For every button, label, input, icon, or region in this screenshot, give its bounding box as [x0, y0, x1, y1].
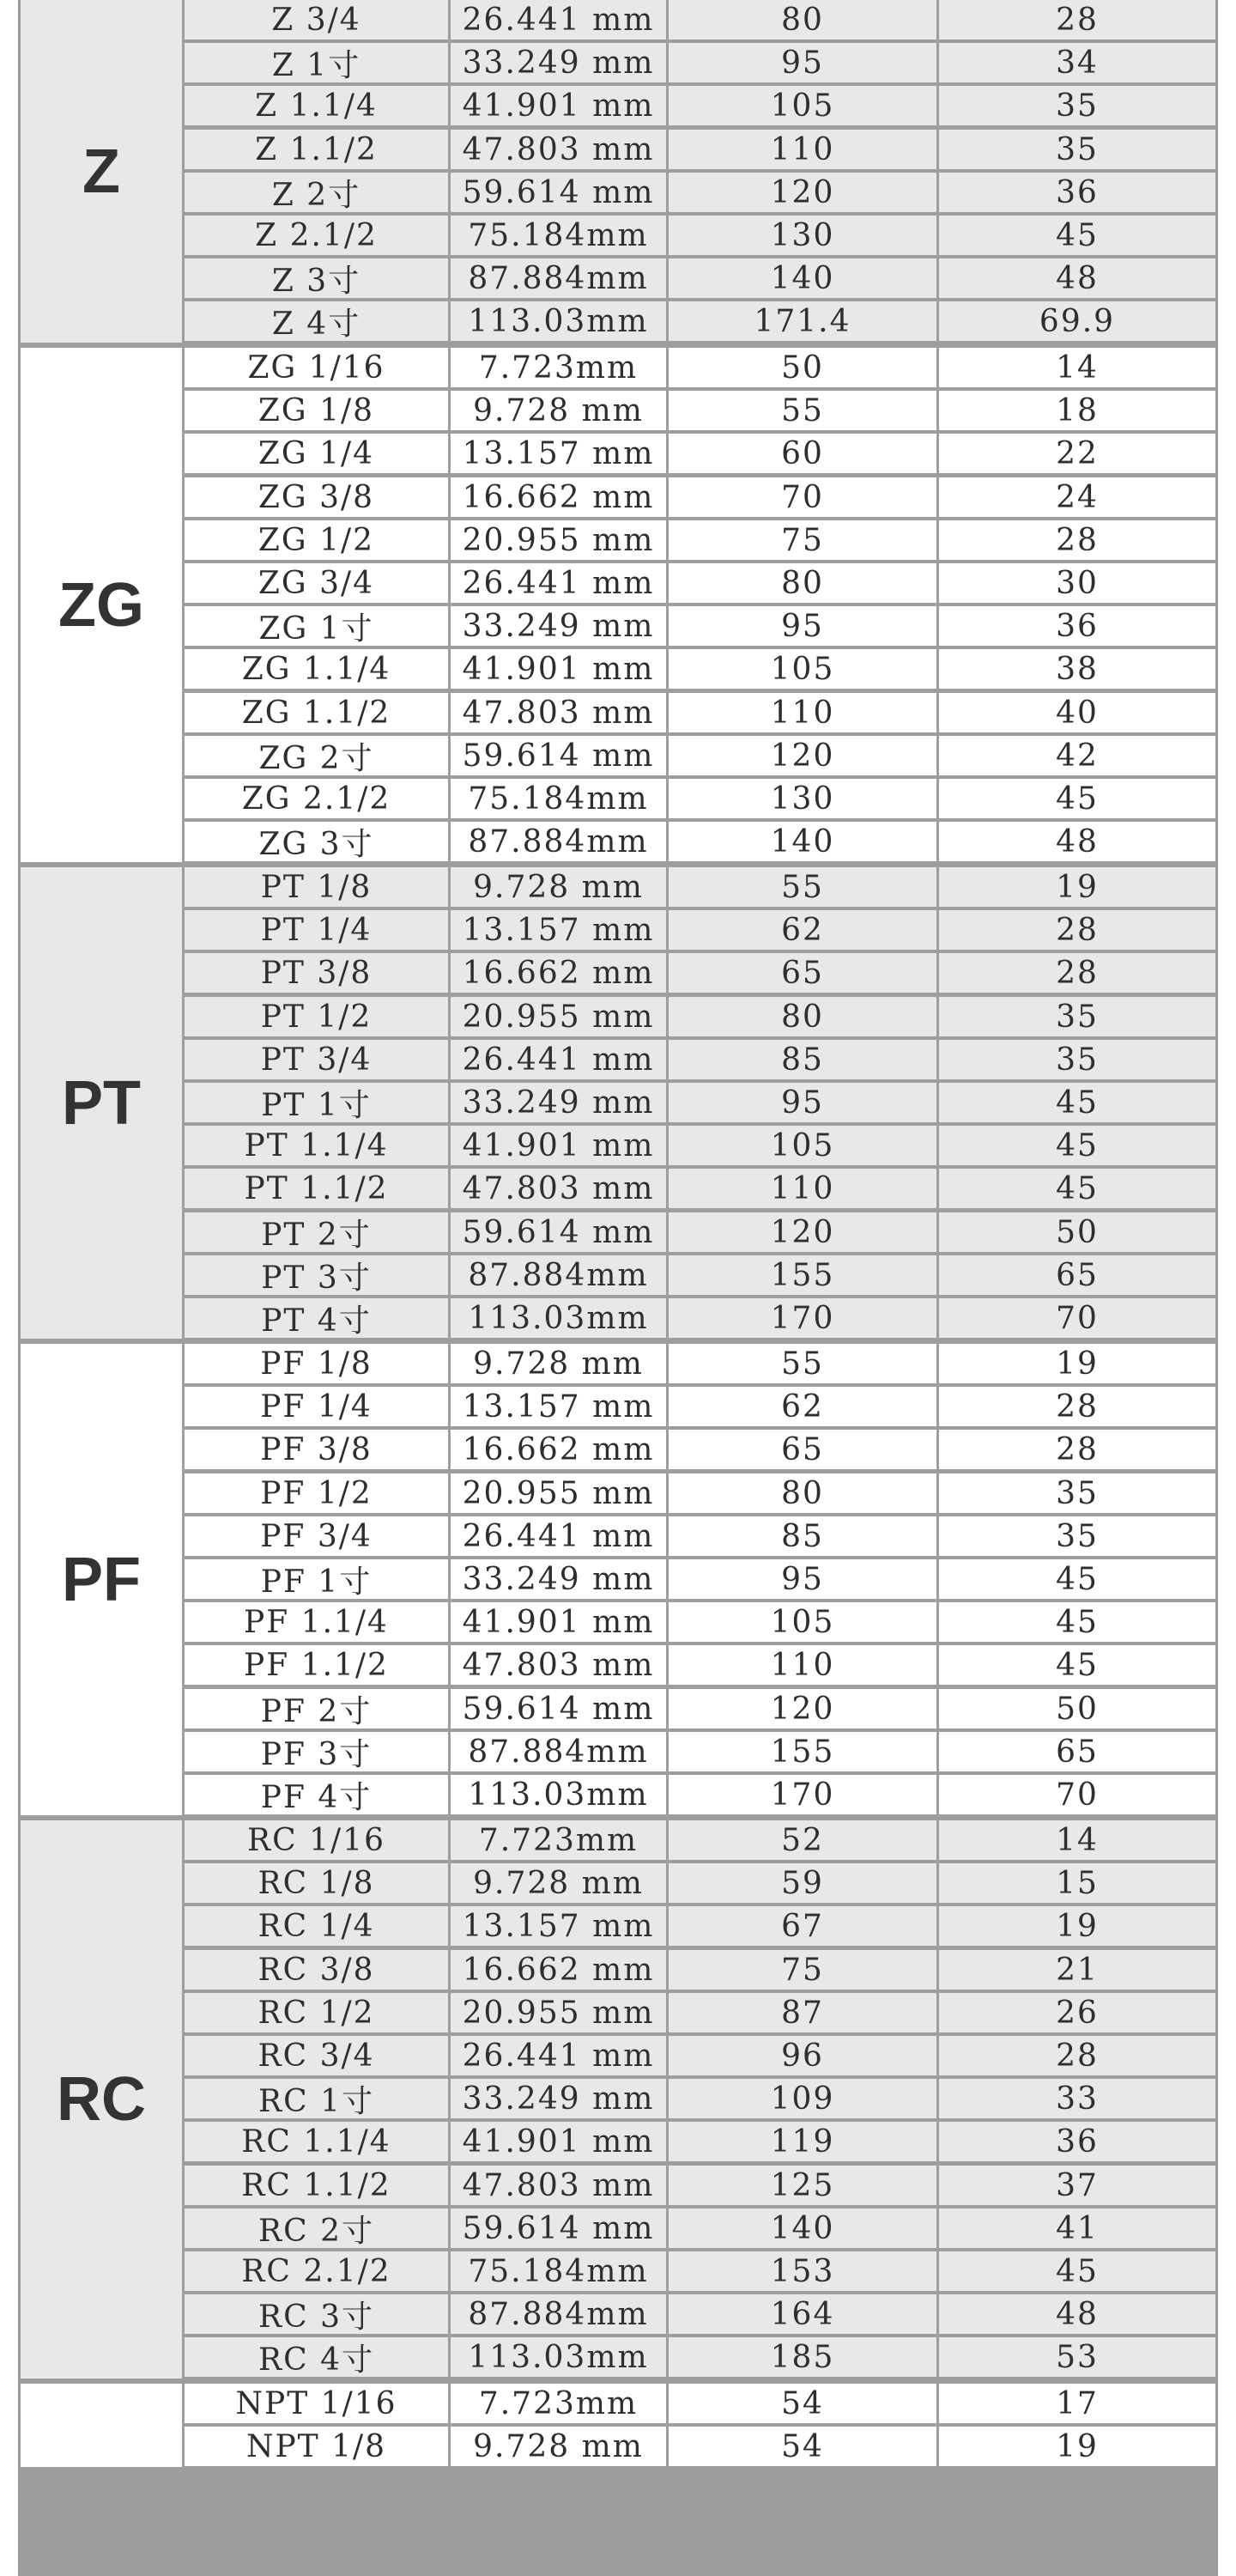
thread-length-cell: 14 — [939, 1820, 1215, 1860]
diameter-cell: 16.662 mm — [451, 1430, 666, 1469]
size-code-cell: RC 2寸 — [185, 2208, 448, 2248]
size-code-cell: PF 1.1/4 — [185, 1602, 448, 1642]
thread-length-cell: 22 — [939, 434, 1215, 473]
diameter-cell: 26.441 mm — [451, 1516, 666, 1556]
size-code-cell: ZG 1/2 — [185, 520, 448, 560]
diameter-cell: 26.441 mm — [451, 563, 666, 603]
diameter-cell: 113.03mm — [451, 1775, 666, 1814]
length-cell: 75 — [669, 1950, 936, 1990]
diameter-cell: 87.884mm — [451, 2294, 666, 2334]
thread-length-cell: 35 — [939, 130, 1215, 169]
size-code-cell: ZG 1/8 — [185, 391, 448, 430]
length-cell: 65 — [669, 953, 936, 993]
size-code-cell: Z 1.1/4 — [185, 86, 448, 125]
length-cell: 96 — [669, 2036, 936, 2075]
thread-length-cell: 15 — [939, 1863, 1215, 1903]
thread-length-cell: 45 — [939, 1559, 1215, 1599]
diameter-cell: 16.662 mm — [451, 477, 666, 517]
size-code-cell: RC 1/4 — [185, 1906, 448, 1946]
length-cell: 85 — [669, 1040, 936, 1079]
diameter-cell: 113.03mm — [451, 2337, 666, 2377]
size-code-cell: RC 2.1/2 — [185, 2251, 448, 2291]
length-cell: 55 — [669, 391, 936, 430]
size-code-cell: Z 2.1/2 — [185, 216, 448, 255]
length-cell: 80 — [669, 563, 936, 603]
diameter-cell: 113.03mm — [451, 1298, 666, 1338]
length-cell: 75 — [669, 520, 936, 560]
length-cell: 55 — [669, 1344, 936, 1383]
size-code-cell: RC 1/8 — [185, 1863, 448, 1903]
thread-length-cell: 19 — [939, 1344, 1215, 1383]
size-code-cell: RC 1寸 — [185, 2079, 448, 2118]
size-code-cell: RC 3/8 — [185, 1950, 448, 1990]
thread-length-cell: 37 — [939, 2166, 1215, 2205]
size-code-cell: NPT 1/8 — [185, 2427, 448, 2466]
diameter-cell: 7.723mm — [451, 348, 666, 387]
thread-length-cell: 41 — [939, 2208, 1215, 2248]
diameter-cell: 41.901 mm — [451, 86, 666, 125]
thread-length-cell: 45 — [939, 2251, 1215, 2291]
size-code-cell: ZG 3寸 — [185, 822, 448, 861]
diameter-cell: 13.157 mm — [451, 434, 666, 473]
size-code-cell: Z 1.1/2 — [185, 130, 448, 169]
length-cell: 80 — [669, 1473, 936, 1513]
thread-length-cell: 28 — [939, 1430, 1215, 1469]
diameter-cell: 26.441 mm — [451, 0, 666, 39]
length-cell: 55 — [669, 867, 936, 907]
thread-length-cell: 69.9 — [939, 301, 1215, 341]
size-code-cell: PT 4寸 — [185, 1298, 448, 1338]
size-code-cell: PT 1.1/2 — [185, 1169, 448, 1208]
length-cell: 62 — [669, 910, 936, 950]
thread-group — [18, 348, 1218, 865]
size-code-cell: PF 4寸 — [185, 1775, 448, 1814]
length-cell: 140 — [669, 822, 936, 861]
diameter-cell: 41.901 mm — [451, 649, 666, 689]
thread-length-cell: 28 — [939, 520, 1215, 560]
thread-length-cell: 26 — [939, 1993, 1215, 2032]
thread-length-cell: 65 — [939, 1732, 1215, 1771]
thread-length-cell: 28 — [939, 1387, 1215, 1426]
diameter-cell: 47.803 mm — [451, 1169, 666, 1208]
thread-group-label: Z — [21, 0, 182, 343]
length-cell: 95 — [669, 43, 936, 82]
length-cell: 80 — [669, 997, 936, 1036]
diameter-cell: 13.157 mm — [451, 1387, 666, 1426]
diameter-cell: 20.955 mm — [451, 997, 666, 1036]
thread-length-cell: 34 — [939, 43, 1215, 82]
diameter-cell: 87.884mm — [451, 1255, 666, 1295]
thread-length-cell: 21 — [939, 1950, 1215, 1990]
length-cell: 170 — [669, 1775, 936, 1814]
size-code-cell: PT 1/2 — [185, 997, 448, 1036]
size-code-cell: ZG 3/8 — [185, 477, 448, 517]
length-cell: 185 — [669, 2337, 936, 2377]
diameter-cell: 33.249 mm — [451, 1559, 666, 1599]
size-code-cell: PF 2寸 — [185, 1689, 448, 1728]
thread-length-cell: 40 — [939, 693, 1215, 732]
length-cell: 130 — [669, 216, 936, 255]
diameter-cell: 9.728 mm — [451, 2427, 666, 2466]
length-cell: 110 — [669, 1169, 936, 1208]
diameter-cell: 20.955 mm — [451, 1993, 666, 2032]
thread-length-cell: 45 — [939, 1169, 1215, 1208]
diameter-cell: 9.728 mm — [451, 391, 666, 430]
diameter-cell: 47.803 mm — [451, 1645, 666, 1685]
size-code-cell: PT 1.1/4 — [185, 1126, 448, 1165]
length-cell: 110 — [669, 1645, 936, 1685]
thread-length-cell: 42 — [939, 736, 1215, 775]
size-code-cell: PT 1/4 — [185, 910, 448, 950]
length-cell: 125 — [669, 2166, 936, 2205]
thread-length-cell: 35 — [939, 1516, 1215, 1556]
size-code-cell: ZG 2寸 — [185, 736, 448, 775]
length-cell: 119 — [669, 2122, 936, 2161]
thread-length-cell: 53 — [939, 2337, 1215, 2377]
thread-group — [18, 1344, 1218, 1818]
size-code-cell: Z 4寸 — [185, 301, 448, 341]
length-cell: 110 — [669, 693, 936, 732]
thread-length-cell: 50 — [939, 1689, 1215, 1728]
size-code-cell: PF 3寸 — [185, 1732, 448, 1771]
size-code-cell: PT 3寸 — [185, 1255, 448, 1295]
thread-length-cell: 35 — [939, 1040, 1215, 1079]
length-cell: 87 — [669, 1993, 936, 2032]
length-cell: 105 — [669, 86, 936, 125]
length-cell: 54 — [669, 2384, 936, 2423]
length-cell: 52 — [669, 1820, 936, 1860]
length-cell: 140 — [669, 258, 936, 298]
thread-group — [18, 867, 1218, 1341]
size-code-cell: ZG 3/4 — [185, 563, 448, 603]
diameter-cell: 13.157 mm — [451, 1906, 666, 1946]
thread-length-cell: 28 — [939, 0, 1215, 39]
size-code-cell: PF 1/2 — [185, 1473, 448, 1513]
diameter-cell: 9.728 mm — [451, 867, 666, 907]
size-code-cell: RC 3/4 — [185, 2036, 448, 2075]
thread-length-cell: 28 — [939, 910, 1215, 950]
size-code-cell: PT 3/8 — [185, 953, 448, 993]
diameter-cell: 26.441 mm — [451, 2036, 666, 2075]
size-code-cell: RC 1.1/2 — [185, 2166, 448, 2205]
length-cell: 105 — [669, 1126, 936, 1165]
thread-length-cell: 18 — [939, 391, 1215, 430]
length-cell: 153 — [669, 2251, 936, 2291]
thread-length-cell: 45 — [939, 1126, 1215, 1165]
thread-length-cell: 70 — [939, 1775, 1215, 1814]
size-code-cell: PF 1.1/2 — [185, 1645, 448, 1685]
length-cell: 171.4 — [669, 301, 936, 341]
length-cell: 65 — [669, 1430, 936, 1469]
size-code-cell: ZG 1寸 — [185, 606, 448, 646]
length-cell: 105 — [669, 1602, 936, 1642]
thread-length-cell: 45 — [939, 216, 1215, 255]
thread-length-cell: 35 — [939, 997, 1215, 1036]
thread-group-label: RC — [21, 1820, 182, 2379]
size-code-cell: ZG 1.1/4 — [185, 649, 448, 689]
diameter-cell: 75.184mm — [451, 779, 666, 818]
size-code-cell: Z 3寸 — [185, 258, 448, 298]
length-cell: 67 — [669, 1906, 936, 1946]
size-code-cell: RC 1.1/4 — [185, 2122, 448, 2161]
size-code-cell: ZG 1/16 — [185, 348, 448, 387]
length-cell: 120 — [669, 173, 936, 212]
diameter-cell: 33.249 mm — [451, 606, 666, 646]
length-cell: 130 — [669, 779, 936, 818]
size-code-cell: Z 2寸 — [185, 173, 448, 212]
size-code-cell: RC 1/2 — [185, 1993, 448, 2032]
diameter-cell: 16.662 mm — [451, 953, 666, 993]
thread-length-cell: 19 — [939, 1906, 1215, 1946]
length-cell: 70 — [669, 477, 936, 517]
thread-length-cell: 48 — [939, 258, 1215, 298]
diameter-cell: 16.662 mm — [451, 1950, 666, 1990]
thread-length-cell: 50 — [939, 1212, 1215, 1252]
diameter-cell: 75.184mm — [451, 2251, 666, 2291]
thread-length-cell: 45 — [939, 1602, 1215, 1642]
length-cell: 110 — [669, 130, 936, 169]
length-cell: 80 — [669, 0, 936, 39]
diameter-cell: 7.723mm — [451, 2384, 666, 2423]
thread-length-cell: 65 — [939, 1255, 1215, 1295]
thread-group-label — [21, 2384, 182, 2467]
thread-length-cell: 70 — [939, 1298, 1215, 1338]
diameter-cell: 41.901 mm — [451, 1126, 666, 1165]
thread-length-cell: 24 — [939, 477, 1215, 517]
thread-group-label: PF — [21, 1344, 182, 1815]
diameter-cell: 47.803 mm — [451, 693, 666, 732]
thread-length-cell: 19 — [939, 867, 1215, 907]
size-code-cell: NPT 1/16 — [185, 2384, 448, 2423]
thread-length-cell: 14 — [939, 348, 1215, 387]
length-cell: 105 — [669, 649, 936, 689]
thread-length-cell: 45 — [939, 779, 1215, 818]
length-cell: 59 — [669, 1863, 936, 1903]
length-cell: 155 — [669, 1732, 936, 1771]
diameter-cell: 59.614 mm — [451, 2208, 666, 2248]
thread-length-cell: 45 — [939, 1645, 1215, 1685]
size-code-cell: RC 1/16 — [185, 1820, 448, 1860]
thread-group — [18, 1820, 1218, 2381]
size-code-cell: PT 1/8 — [185, 867, 448, 907]
length-cell: 120 — [669, 1212, 936, 1252]
thread-group-label: ZG — [21, 348, 182, 862]
length-cell: 60 — [669, 434, 936, 473]
thread-length-cell: 19 — [939, 2427, 1215, 2466]
diameter-cell: 59.614 mm — [451, 173, 666, 212]
thread-length-cell: 17 — [939, 2384, 1215, 2423]
size-code-cell: PF 3/4 — [185, 1516, 448, 1556]
thread-length-cell: 36 — [939, 606, 1215, 646]
thread-spec-table — [18, 0, 1218, 2576]
thread-length-cell: 48 — [939, 2294, 1215, 2334]
thread-length-cell: 35 — [939, 86, 1215, 125]
size-code-cell: Z 3/4 — [185, 0, 448, 39]
diameter-cell: 87.884mm — [451, 258, 666, 298]
size-code-cell: ZG 1/4 — [185, 434, 448, 473]
diameter-cell: 41.901 mm — [451, 2122, 666, 2161]
diameter-cell: 59.614 mm — [451, 1689, 666, 1728]
diameter-cell: 7.723mm — [451, 1820, 666, 1860]
thread-length-cell: 48 — [939, 822, 1215, 861]
length-cell: 95 — [669, 1559, 936, 1599]
diameter-cell: 20.955 mm — [451, 520, 666, 560]
size-code-cell: PF 1/4 — [185, 1387, 448, 1426]
diameter-cell: 87.884mm — [451, 1732, 666, 1771]
thread-length-cell: 36 — [939, 2122, 1215, 2161]
diameter-cell: 113.03mm — [451, 301, 666, 341]
thread-length-cell: 36 — [939, 173, 1215, 212]
length-cell: 140 — [669, 2208, 936, 2248]
thread-length-cell: 33 — [939, 2079, 1215, 2118]
thread-group-label: PT — [21, 867, 182, 1339]
length-cell: 155 — [669, 1255, 936, 1295]
thread-length-cell: 35 — [939, 1473, 1215, 1513]
diameter-cell: 75.184mm — [451, 216, 666, 255]
diameter-cell: 33.249 mm — [451, 43, 666, 82]
length-cell: 164 — [669, 2294, 936, 2334]
size-code-cell: ZG 1.1/2 — [185, 693, 448, 732]
diameter-cell: 87.884mm — [451, 822, 666, 861]
thread-length-cell: 30 — [939, 563, 1215, 603]
length-cell: 62 — [669, 1387, 936, 1426]
length-cell: 95 — [669, 1083, 936, 1122]
thread-group — [18, 2384, 1218, 2470]
diameter-cell: 41.901 mm — [451, 1602, 666, 1642]
size-code-cell: PT 2寸 — [185, 1212, 448, 1252]
size-code-cell: PF 3/8 — [185, 1430, 448, 1469]
size-code-cell: PT 3/4 — [185, 1040, 448, 1079]
diameter-cell: 33.249 mm — [451, 1083, 666, 1122]
length-cell: 170 — [669, 1298, 936, 1338]
size-code-cell: RC 4寸 — [185, 2337, 448, 2377]
diameter-cell: 59.614 mm — [451, 736, 666, 775]
thread-length-cell: 28 — [939, 2036, 1215, 2075]
diameter-cell: 26.441 mm — [451, 1040, 666, 1079]
diameter-cell: 33.249 mm — [451, 2079, 666, 2118]
diameter-cell: 13.157 mm — [451, 910, 666, 950]
diameter-cell: 47.803 mm — [451, 2166, 666, 2205]
length-cell: 50 — [669, 348, 936, 387]
diameter-cell: 47.803 mm — [451, 130, 666, 169]
thread-length-cell: 45 — [939, 1083, 1215, 1122]
diameter-cell: 20.955 mm — [451, 1473, 666, 1513]
size-code-cell: Z 1寸 — [185, 43, 448, 82]
length-cell: 85 — [669, 1516, 936, 1556]
length-cell: 120 — [669, 736, 936, 775]
length-cell: 109 — [669, 2079, 936, 2118]
thread-group — [18, 0, 1218, 345]
length-cell: 120 — [669, 1689, 936, 1728]
size-code-cell: PT 1寸 — [185, 1083, 448, 1122]
thread-length-cell: 28 — [939, 953, 1215, 993]
length-cell: 95 — [669, 606, 936, 646]
size-code-cell: RC 3寸 — [185, 2294, 448, 2334]
size-code-cell: ZG 2.1/2 — [185, 779, 448, 818]
thread-length-cell: 38 — [939, 649, 1215, 689]
size-code-cell: PF 1寸 — [185, 1559, 448, 1599]
size-code-cell: PF 1/8 — [185, 1344, 448, 1383]
diameter-cell: 9.728 mm — [451, 1344, 666, 1383]
diameter-cell: 59.614 mm — [451, 1212, 666, 1252]
diameter-cell: 9.728 mm — [451, 1863, 666, 1903]
length-cell: 54 — [669, 2427, 936, 2466]
